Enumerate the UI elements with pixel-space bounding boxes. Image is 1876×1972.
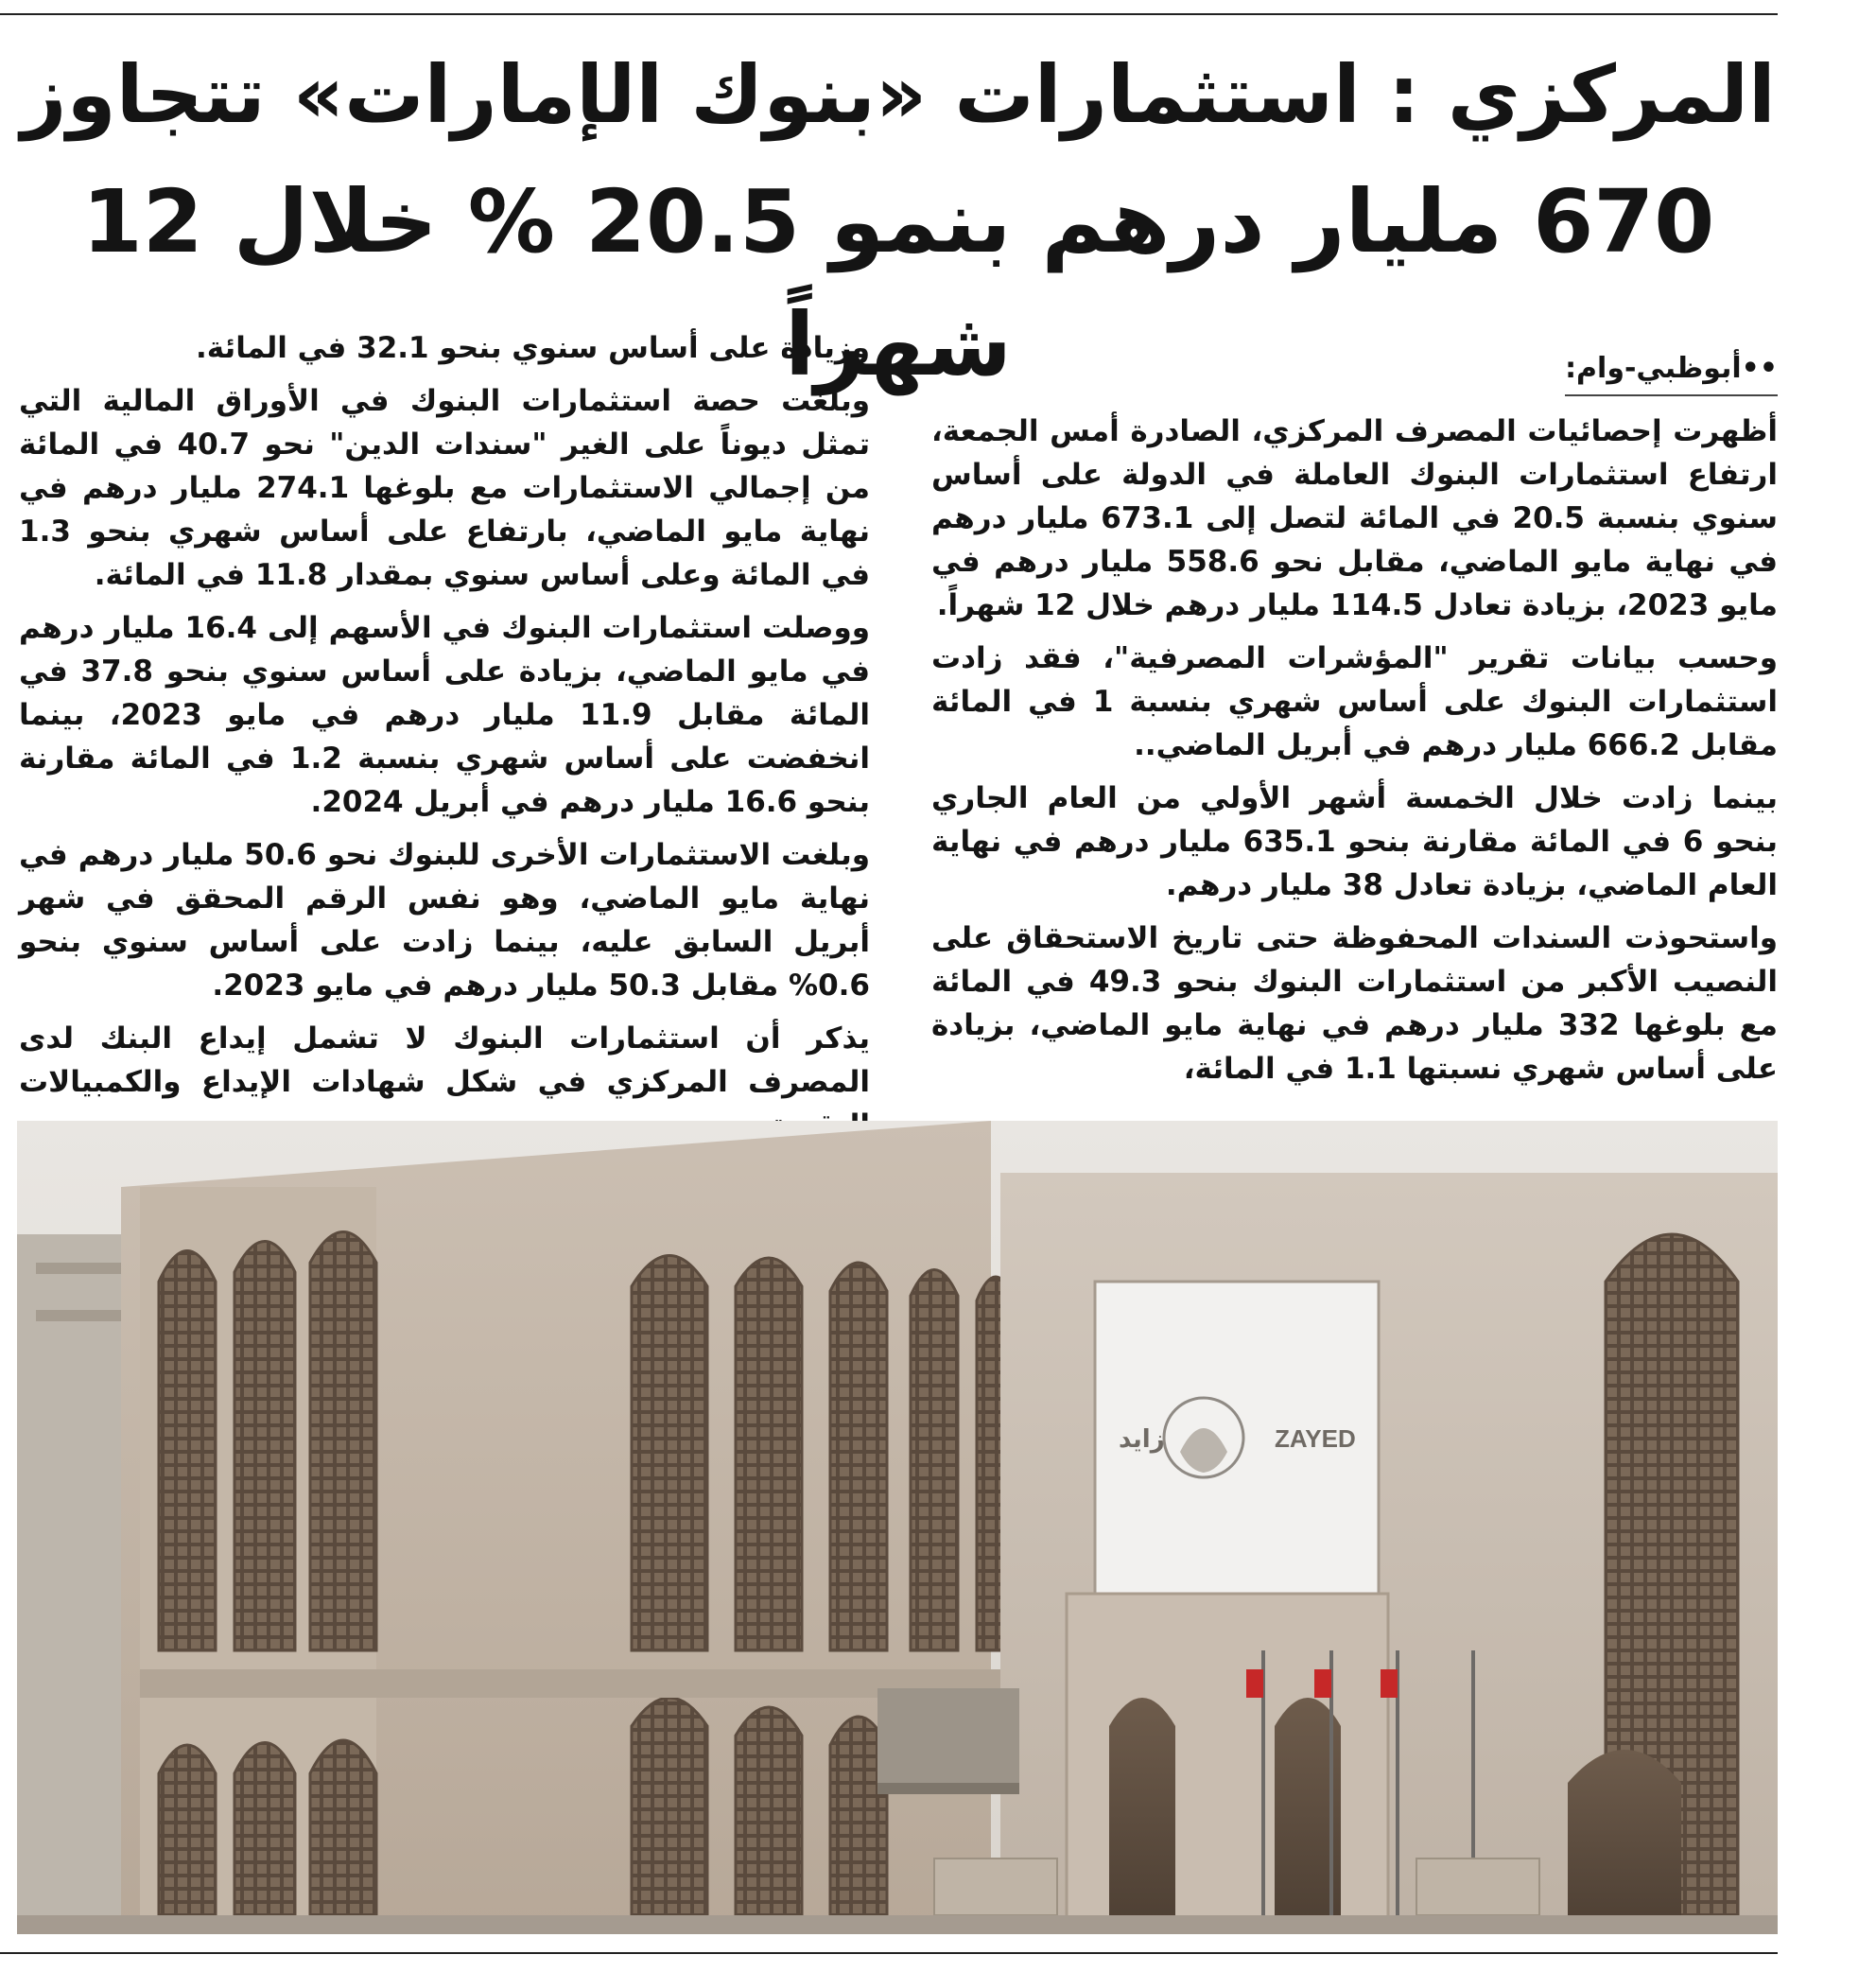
paragraph: وبلغت الاستثمارات الأخرى للبنوك نحو 50.6 مليار درهم في نهاية مايو الماضي، وهو نفس الرقم المحقق في شهر أبريل السابق عليه، بينما زادت على أساس سنوي بنحو 0.6% مقابل 50.3 مليار درهم في مايو 2023.	[19, 838, 870, 1003]
article-column-left	[19, 326, 870, 1157]
paragraph: بينما زادت خلال الخمسة أشهر الأولي من العام الجاري بنحو 6 في المائة مقارنة بنحو 635.1 مليار درهم في نهاية العام الماضي، بزيادة تعادل 38 مليار درهم.	[931, 781, 1778, 902]
top-rule	[0, 13, 1778, 15]
paragraph: واستحوذت السندات المحفوظة حتى تاريخ الاستحقاق على النصيب الأكبر من استثمارات البنوك بنحو 49.3 في المائة مع بلوغها 332 مليار درهم في نهاية مايو الماضي، بزيادة على أساس شهري نسبتها 1.1 في المائة،	[931, 921, 1778, 1086]
paragraph: وحسب بيانات تقرير "المؤشرات المصرفية"، فقد زادت استثمارات البنوك على أساس شهري بنسبة 1 في المائة مقابل 666.2 مليار درهم في أبريل الماضي..	[931, 641, 1778, 762]
headline-line-2: 670 مليار درهم بنمو 20.5 % خلال 12 شهراً	[81, 171, 1715, 395]
byline: ••أبوظبي-وام:	[1565, 347, 1778, 396]
banner-text-en: ZAYED	[1275, 1424, 1356, 1453]
headline-line-1: المركزي : استثمارات «بنوك الإمارات» تتجاوز	[21, 48, 1776, 141]
paragraph: ووصلت استثمارات البنوك في الأسهم إلى 16.4 مليار درهم في مايو الماضي، بزيادة على أساس سنوي بنحو 37.8 في المائة مقابل 11.9 مليار درهم في مايو 2023، بينما انخفضت على أساس شهري بنسبة 1.2 في المائة مقارنة بنحو 16.6 مليار درهم في أبريل 2024.	[19, 611, 870, 819]
building-photo	[17, 1121, 1778, 1934]
article-column-right	[931, 326, 1778, 1100]
paragraph: أظهرت إحصائيات المصرف المركزي، الصادرة أمس الجمعة، ارتفاع استثمارات البنوك العاملة في الدولة على أساس سنوي بنسبة 20.5 في المائة لتصل إلى 673.1 مليار درهم في نهاية مايو الماضي، مقابل نحو 558.6 مليار درهم في مايو 2023، بزيادة تعادل 114.5 مليار درهم خلال 12 شهراً.	[931, 414, 1779, 622]
paragraph: وبلغت حصة استثمارات البنوك في الأوراق المالية التي تمثل ديوناً على الغير "سندات الدين" نحو 40.7 في المائة من إجمالي الاستثمارات مع بلوغها 274.1 مليار درهم في نهاية مايو الماضي، بارتفاع على أساس شهري بنحو 1.3 في المائة وعلى أساس سنوي بمقدار 11.8 في المائة.	[19, 384, 870, 592]
paragraph: وزيادة على أساس سنوي بنحو 32.1 في المائة.	[195, 331, 870, 365]
banner-text-ar: زايد	[1119, 1425, 1165, 1454]
paragraph: يذكر أن استثمارات البنوك لا تشمل إيداع البنك لدى المصرف المركزي في شكل شهادات الإيداع والكمبيالات	[19, 1021, 870, 1099]
bottom-rule	[0, 1952, 1778, 1954]
